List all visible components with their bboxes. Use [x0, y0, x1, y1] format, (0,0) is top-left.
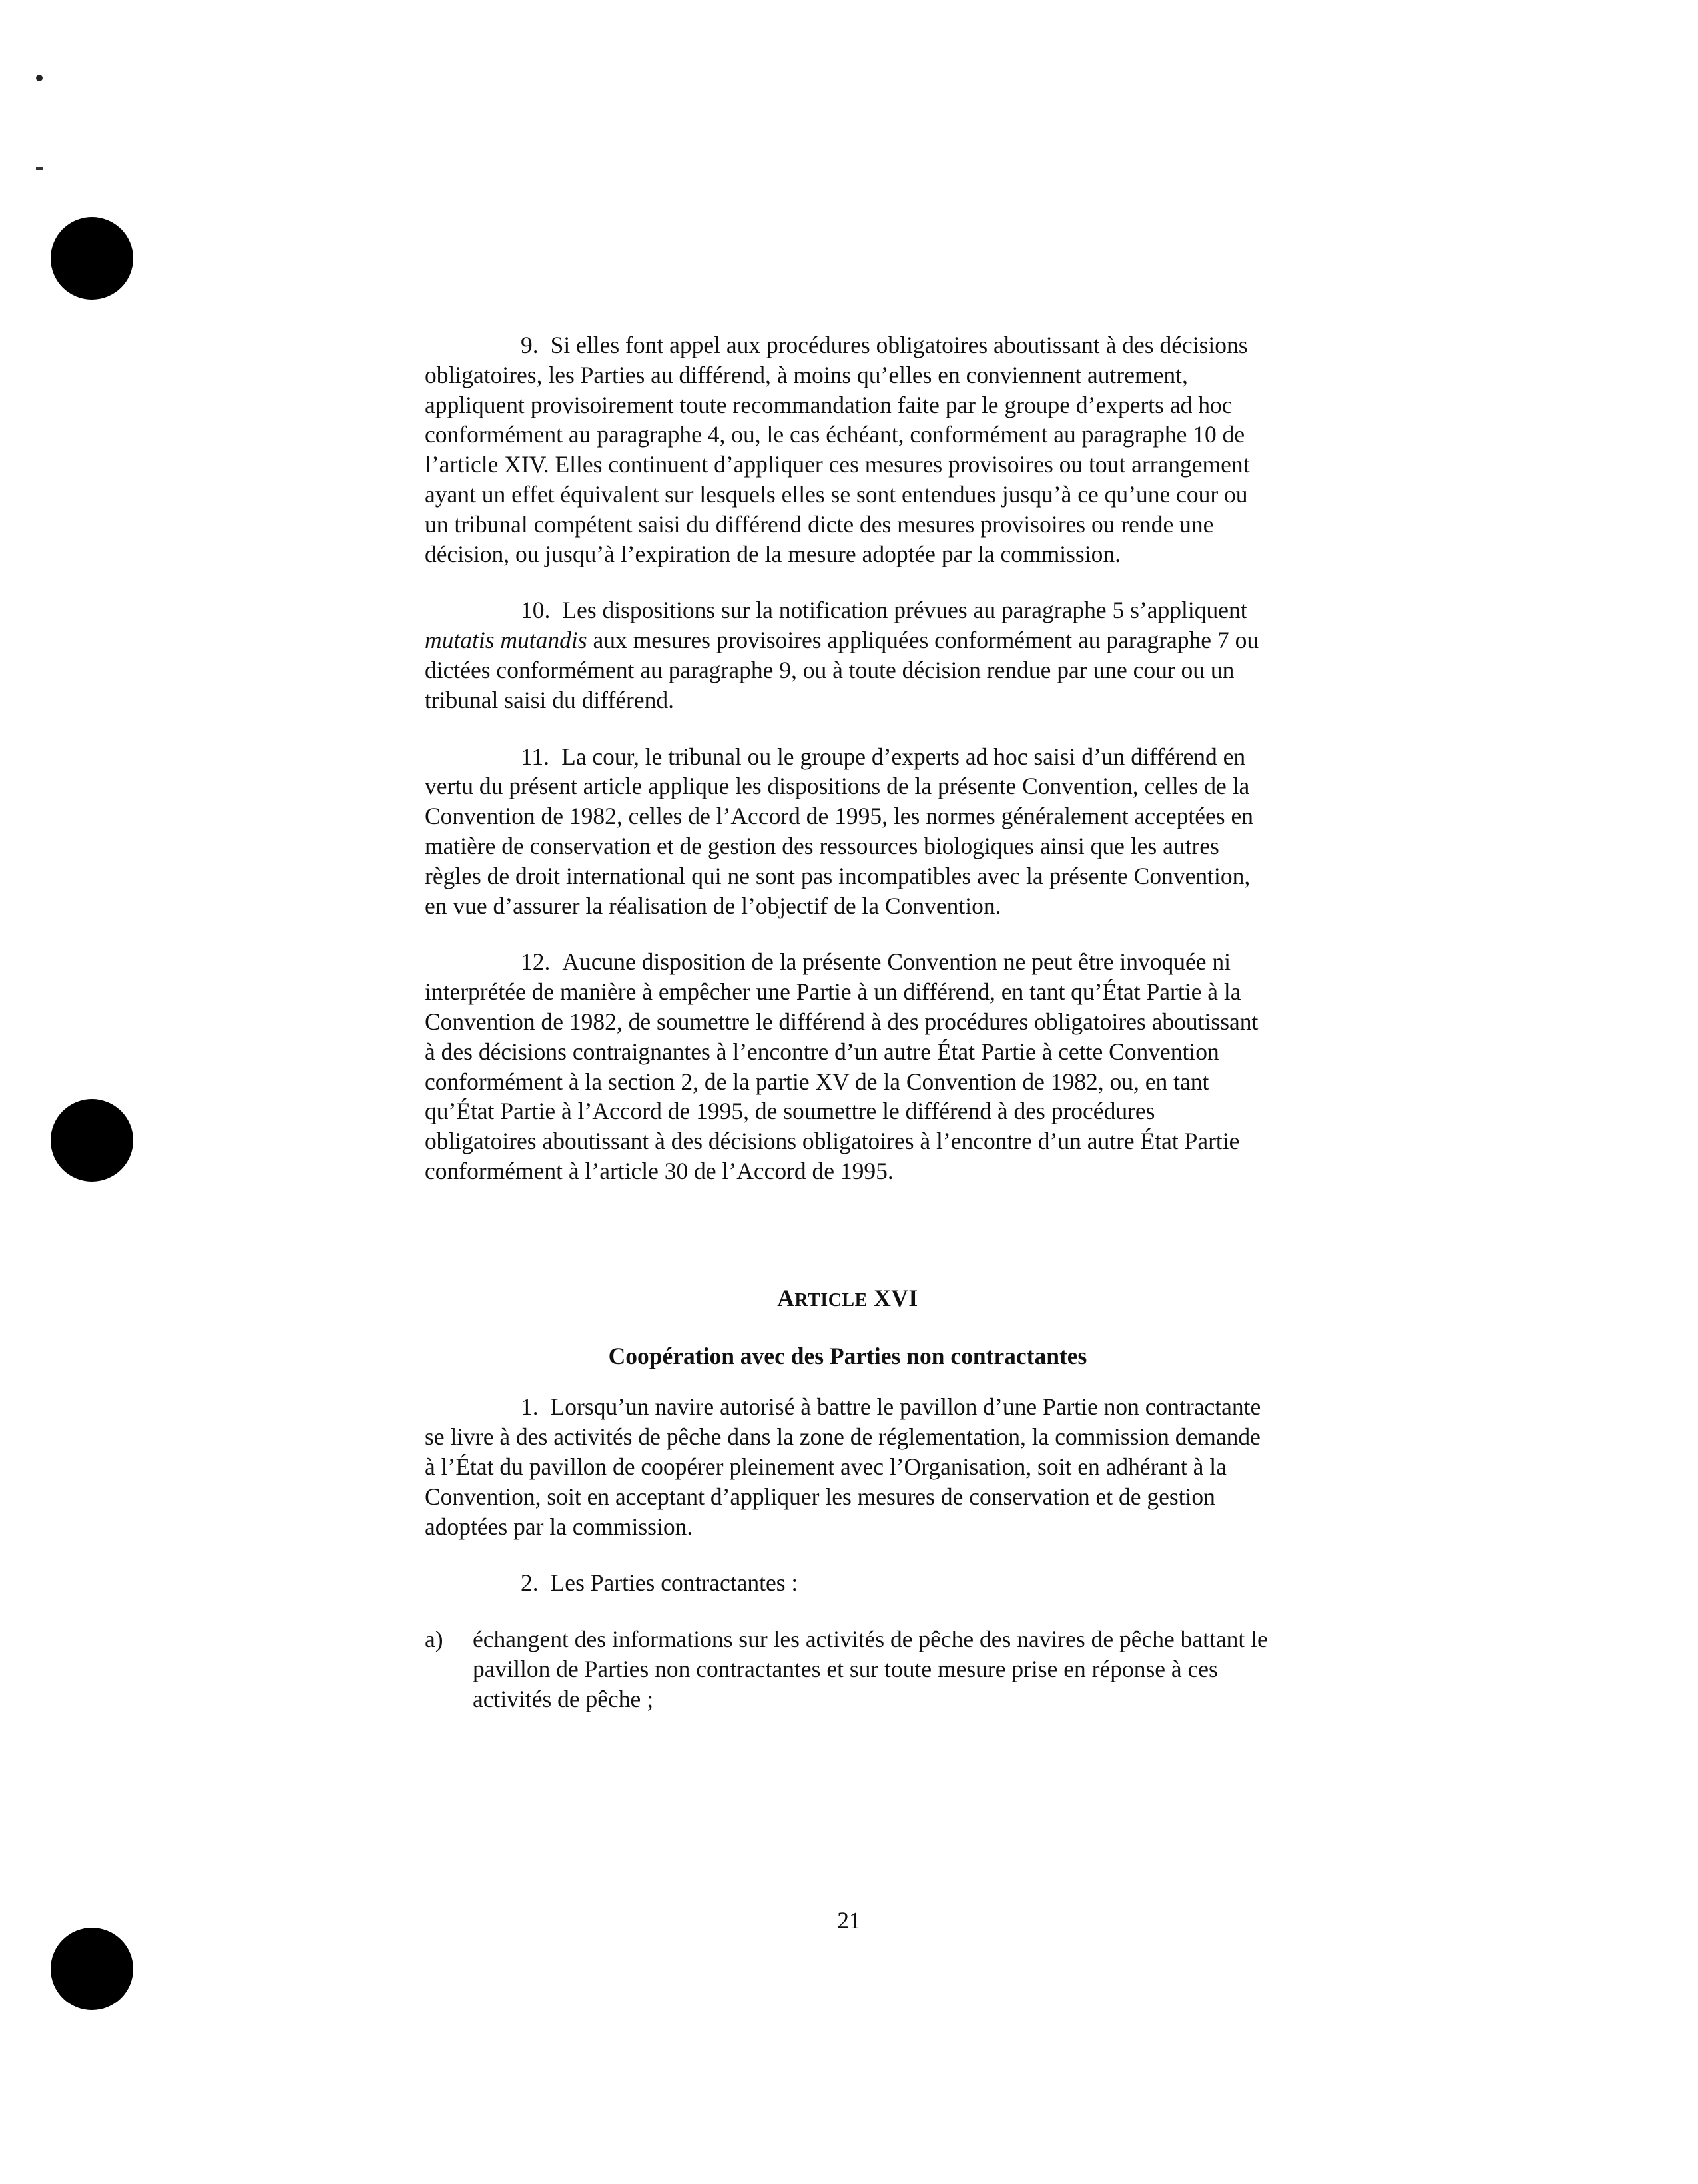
list-item-label: a): [425, 1626, 443, 1653]
punch-hole-middle: [51, 1099, 133, 1182]
article-heading: [425, 1283, 1271, 1316]
paragraph-text: La cour, le tribunal ou le groupe d’experts ad hoc saisi d’un différend en vertu du présent article applique les dispositions de la présente Convention, celles de la Convention de 1982, celles de l’Accord de 1995, les normes généralement acceptées en matière de conservation et de gestion des ressources biologiques ainsi que les autres règles de droit international qui ne sont pas incompatibles avec la présente Convention, en vue d’assurer la réalisation de l’objectif de la Convention.: [425, 743, 1254, 919]
paragraph-number: 10.: [521, 597, 551, 624]
article-heading-initial: A: [777, 1284, 795, 1311]
paragraph-italic-text: mutatis mutandis: [425, 627, 587, 654]
article-heading-word: RTICLE: [794, 1289, 868, 1311]
paragraph-text: aux mesures provisoires appliquées conformément au paragraphe 7 ou dictées conformément au paragraphe 9, ou à toute décision rendue par une cour ou un tribunal saisi du différend.: [425, 627, 1259, 713]
punch-hole-bottom: [51, 1928, 133, 2010]
paragraph-12: [425, 947, 1271, 1186]
article-subtitle: Coopération avec des Parties non contractantes: [608, 1342, 1087, 1369]
paragraph-number: 11.: [521, 743, 550, 770]
paragraph-number: 9.: [521, 332, 539, 358]
article-paragraph-1: [425, 1392, 1271, 1541]
scan-speck: [36, 75, 43, 81]
page-number: 21: [837, 1907, 861, 1934]
paragraph-11: [425, 742, 1271, 921]
paragraph-10: [425, 595, 1271, 715]
article-paragraph-2: [425, 1568, 1271, 1598]
paragraph-text: Les Parties contractantes :: [550, 1569, 798, 1597]
article-heading-numeral: XVI: [874, 1284, 918, 1311]
scan-speck: [36, 167, 43, 170]
paragraph-number: 1.: [521, 1393, 539, 1421]
paragraph-9: [425, 330, 1271, 569]
list-item-text: échangent des informations sur les activités de pêche des navires de pêche battant le pavillon de Parties non contractantes et sur toute mesure prise en réponse à ces activités de pêche ;: [473, 1626, 1268, 1712]
paragraph-number: 2.: [521, 1569, 539, 1597]
paragraph-text: Si elles font appel aux procédures obligatoires aboutissant à des décisions obligatoires, les Parties au différend, à moins qu’elles en conviennent autrement, appliquent provisoirement toute recommandation faite par le groupe d’experts ad hoc conformément au paragraphe 4, ou, le cas échéant, conformément au paragraphe 10 de l’article XIV. Elles continuent d’appliquer ces mesures provisoires ou tout arrangement ayant un effet équivalent sur lesquels elles se sont entendues jusqu’à ce qu’une cour ou un tribunal compétent saisi du différend dicte des mesures provisoires ou rende une décision, ou jusqu’à l’expiration de la mesure adoptée par la commission.: [425, 332, 1250, 567]
paragraph-text: Les dispositions sur la notification prévues au paragraphe 5 s’appliquent: [562, 597, 1247, 624]
paragraph-text: Lorsqu’un navire autorisé à battre le pavillon d’une Partie non contractante se livre à des activités de pêche dans la zone de réglementation, la commission demande à l’État du pavillon de coopérer pleinement avec l’Organisation, soit en adhérant à la Convention, soit en acceptant d’appliquer les mesures de conservation et de gestion adoptées par la commission.: [425, 1393, 1261, 1540]
paragraph-text: Aucune disposition de la présente Convention ne peut être invoquée ni interprétée de manière à empêcher une Partie à un différend, en tant qu’État Partie à la Convention de 1982, de soumettre le différend à des procédures obligatoires aboutissant à des décisions contraignantes à l’encontre d’un autre État Partie à cette Convention conformément à la section 2, de la partie XV de la Convention de 1982, ou, en tant qu’État Partie à l’Accord de 1995, de soumettre le différend à des procédures obligatoires aboutissant à des décisions obligatoires à l’encontre d’un autre État Partie conformément à l’article 30 de l’Accord de 1995.: [425, 948, 1259, 1184]
document-body: [425, 330, 1271, 1740]
paragraph-number: 12.: [521, 948, 551, 976]
list-item-a: [425, 1625, 1271, 1714]
punch-hole-top: [51, 217, 133, 300]
